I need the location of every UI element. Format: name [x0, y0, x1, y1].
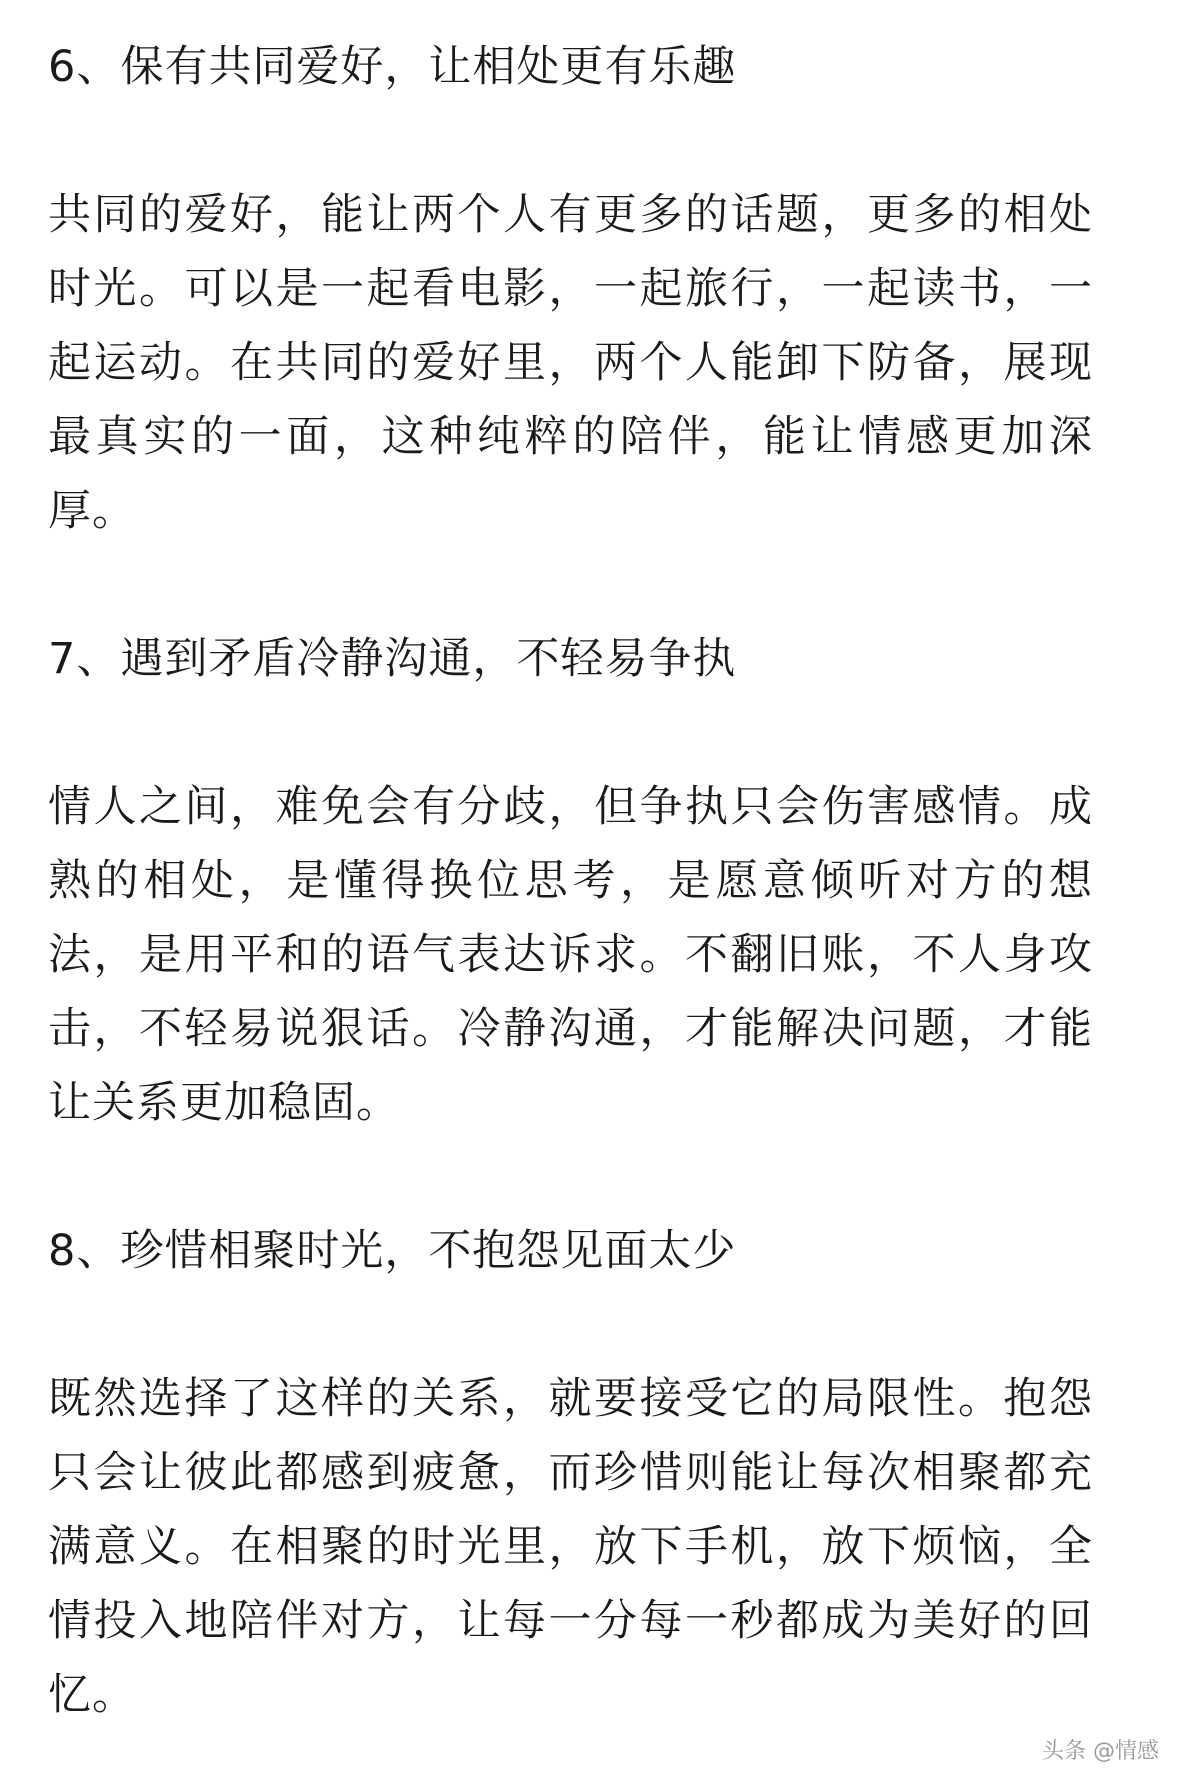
section-heading-6: 6、保有共同爱好，让相处更有乐趣 — [48, 42, 737, 92]
section-body-7: 情人之间，难免会有分歧，但争执只会伤害感情。成熟的相处，是懂得换位思考，是愿意倾听对方的想法，是用平和的语气表达诉求。不翻旧账，不人身攻击，不轻易说狠话。冷静沟通，才能解决问题，才能让关系更加稳固。 — [48, 782, 1093, 1128]
watermark: 头条 @情感 — [1042, 1739, 1159, 1764]
section-body-6: 共同的爱好，能让两个人有更多的话题，更多的相处时光。可以是一起看电影，一起旅行，一起读书，一起运动。在共同的爱好里，两个人能卸下防备，展现最真实的一面，这种纯粹的陪伴，能让情感更加深厚。 — [48, 190, 1093, 536]
spacer — [48, 696, 1093, 770]
section-heading-7: 7、遇到矛盾冷静沟通，不轻易争执 — [48, 634, 737, 684]
spacer — [48, 548, 1093, 622]
section-heading-8: 8、珍惜相聚时光，不抱怨见面太少 — [48, 1226, 737, 1276]
spacer — [48, 1288, 1093, 1362]
spacer — [48, 104, 1093, 178]
article — [48, 30, 1093, 1732]
section-body-8: 既然选择了这样的关系，就要接受它的局限性。抱怨只会让彼此都感到疲惫，而珍惜则能让每次相聚都充满意义。在相聚的时光里，放下手机，放下烦恼，全情投入地陪伴对方，让每一分每一秒都成为美好的回忆。 — [48, 1374, 1093, 1720]
spacer — [48, 1140, 1093, 1214]
